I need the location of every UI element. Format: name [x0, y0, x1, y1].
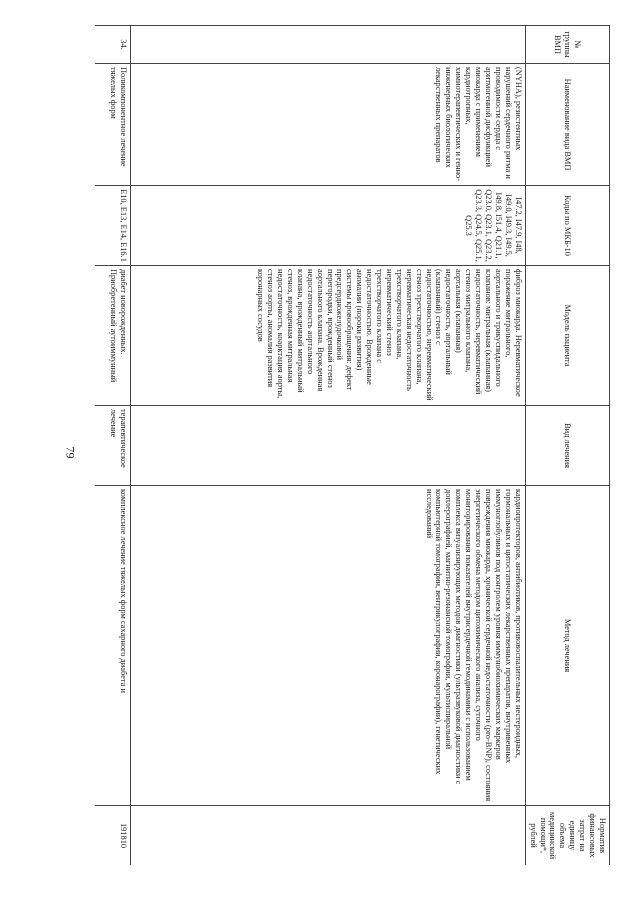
cell-vmp-name: (NYHA), резистентных нарушений сердечного ритма и проводимости сердца с аритмогенной дисфункцией миокарда с применением кардиотропных, химиотерапевтических и генно-инженерных биологических лекарственных препаратов: [130, 64, 525, 186]
header-vmp-name: Наименование вида ВМП: [525, 64, 609, 186]
vmp-table: [95, 25, 610, 865]
table-row: [95, 26, 130, 866]
cell-group-number: [130, 26, 525, 64]
cell-cost-norm: 191810: [95, 806, 130, 866]
cell-icd-codes: E10, E13, E14, E16.1: [95, 186, 130, 266]
cell-treatment-type: [130, 406, 525, 486]
table-header: [525, 26, 609, 866]
cell-icd-codes: I47.2, I47.9, I48, I49.0, I49.3, I49.5, I49.8, I51.4, Q21.1, Q23.0, Q23.1, Q23.2, Q23.3, Q24.5, Q25.1, Q25.3: [130, 186, 525, 266]
cell-vmp-name: Поликомпонентное лечение тяжелых форм: [95, 64, 130, 186]
header-icd-codes: Коды по МКБ-10: [525, 186, 609, 266]
table-rotation-frame: [95, 25, 610, 865]
header-patient-model: Модель пациента: [525, 266, 609, 406]
cell-patient-model: фиброз миокарда. Неревматическое поражение митрального, аортального и трикуспидального клапанов: митральная (клапанная) недостаточность, неревматический стеноз митрального клапана, аортальная (клапанная) недостаточность, аортальный (клапанный) стеноз с недостаточностью, неревматический стеноз трехстворчатого клапана, неревматическая недостаточность трехстворчатого клапана, неревматический стеноз трехстворчатого клапана с недостаточностью. Врожденные аномалии (пороки развития) системы кровообращения: дефект предсердножелудочковой перегородки, врожденный стеноз аортального клапана. Врожденная недостаточность аортального клапана, врожденный митральный стеноз, врожденная митральная недостаточность, коарктация аорты, стеноз аорты, аномалия развития коронарных сосудов: [130, 266, 525, 406]
header-treatment-type: Вид лечения: [525, 406, 609, 486]
cell-group-number: 34.: [95, 26, 130, 64]
cell-treatment-method: комплексное лечение тяжелых форм сахарного диабета и: [95, 486, 130, 806]
cell-cost-norm: [130, 806, 525, 866]
cell-patient-model: диабет новорожденных. Приобретенный аутоиммунный: [95, 266, 130, 406]
table-wrapper: [95, 25, 610, 865]
header-treatment-method: Метод лечения: [525, 486, 609, 806]
cell-treatment-method: кардиопротекторов, антибиотиков, противовоспалительных нестероидных, гормональных и цитостатических лекарственных препаратов, внутривенных иммуноглобулинов под контролем уровня иммунобиохимических маркеров повреждения миокарда, хронической сердечной недостаточности (pro-BNP), состояния энергетического обмена методом цитохимического анализа, суточного мониторирования показателей внутрисердечной гемодинамики с использованием комплекса визуализирующих методов диагностики (ультразвуковой диагностики с доплерографией, магнитно-резонансной томографии, мультиспиральной компьютерной томографии, вентрикулографии, коронарографии), генетических исследований: [130, 486, 525, 806]
header-cost-norm: Норматив финансовых затрат на единицу объема медицинской помощи*, рублей: [525, 806, 609, 866]
page-number: 79: [63, 446, 78, 459]
table-body: [95, 26, 525, 866]
header-group-number: № группы ВМП: [525, 26, 609, 64]
cell-treatment-type: терапевтическое лечение: [95, 406, 130, 486]
header-row: [525, 26, 609, 866]
table-row: [130, 26, 525, 866]
